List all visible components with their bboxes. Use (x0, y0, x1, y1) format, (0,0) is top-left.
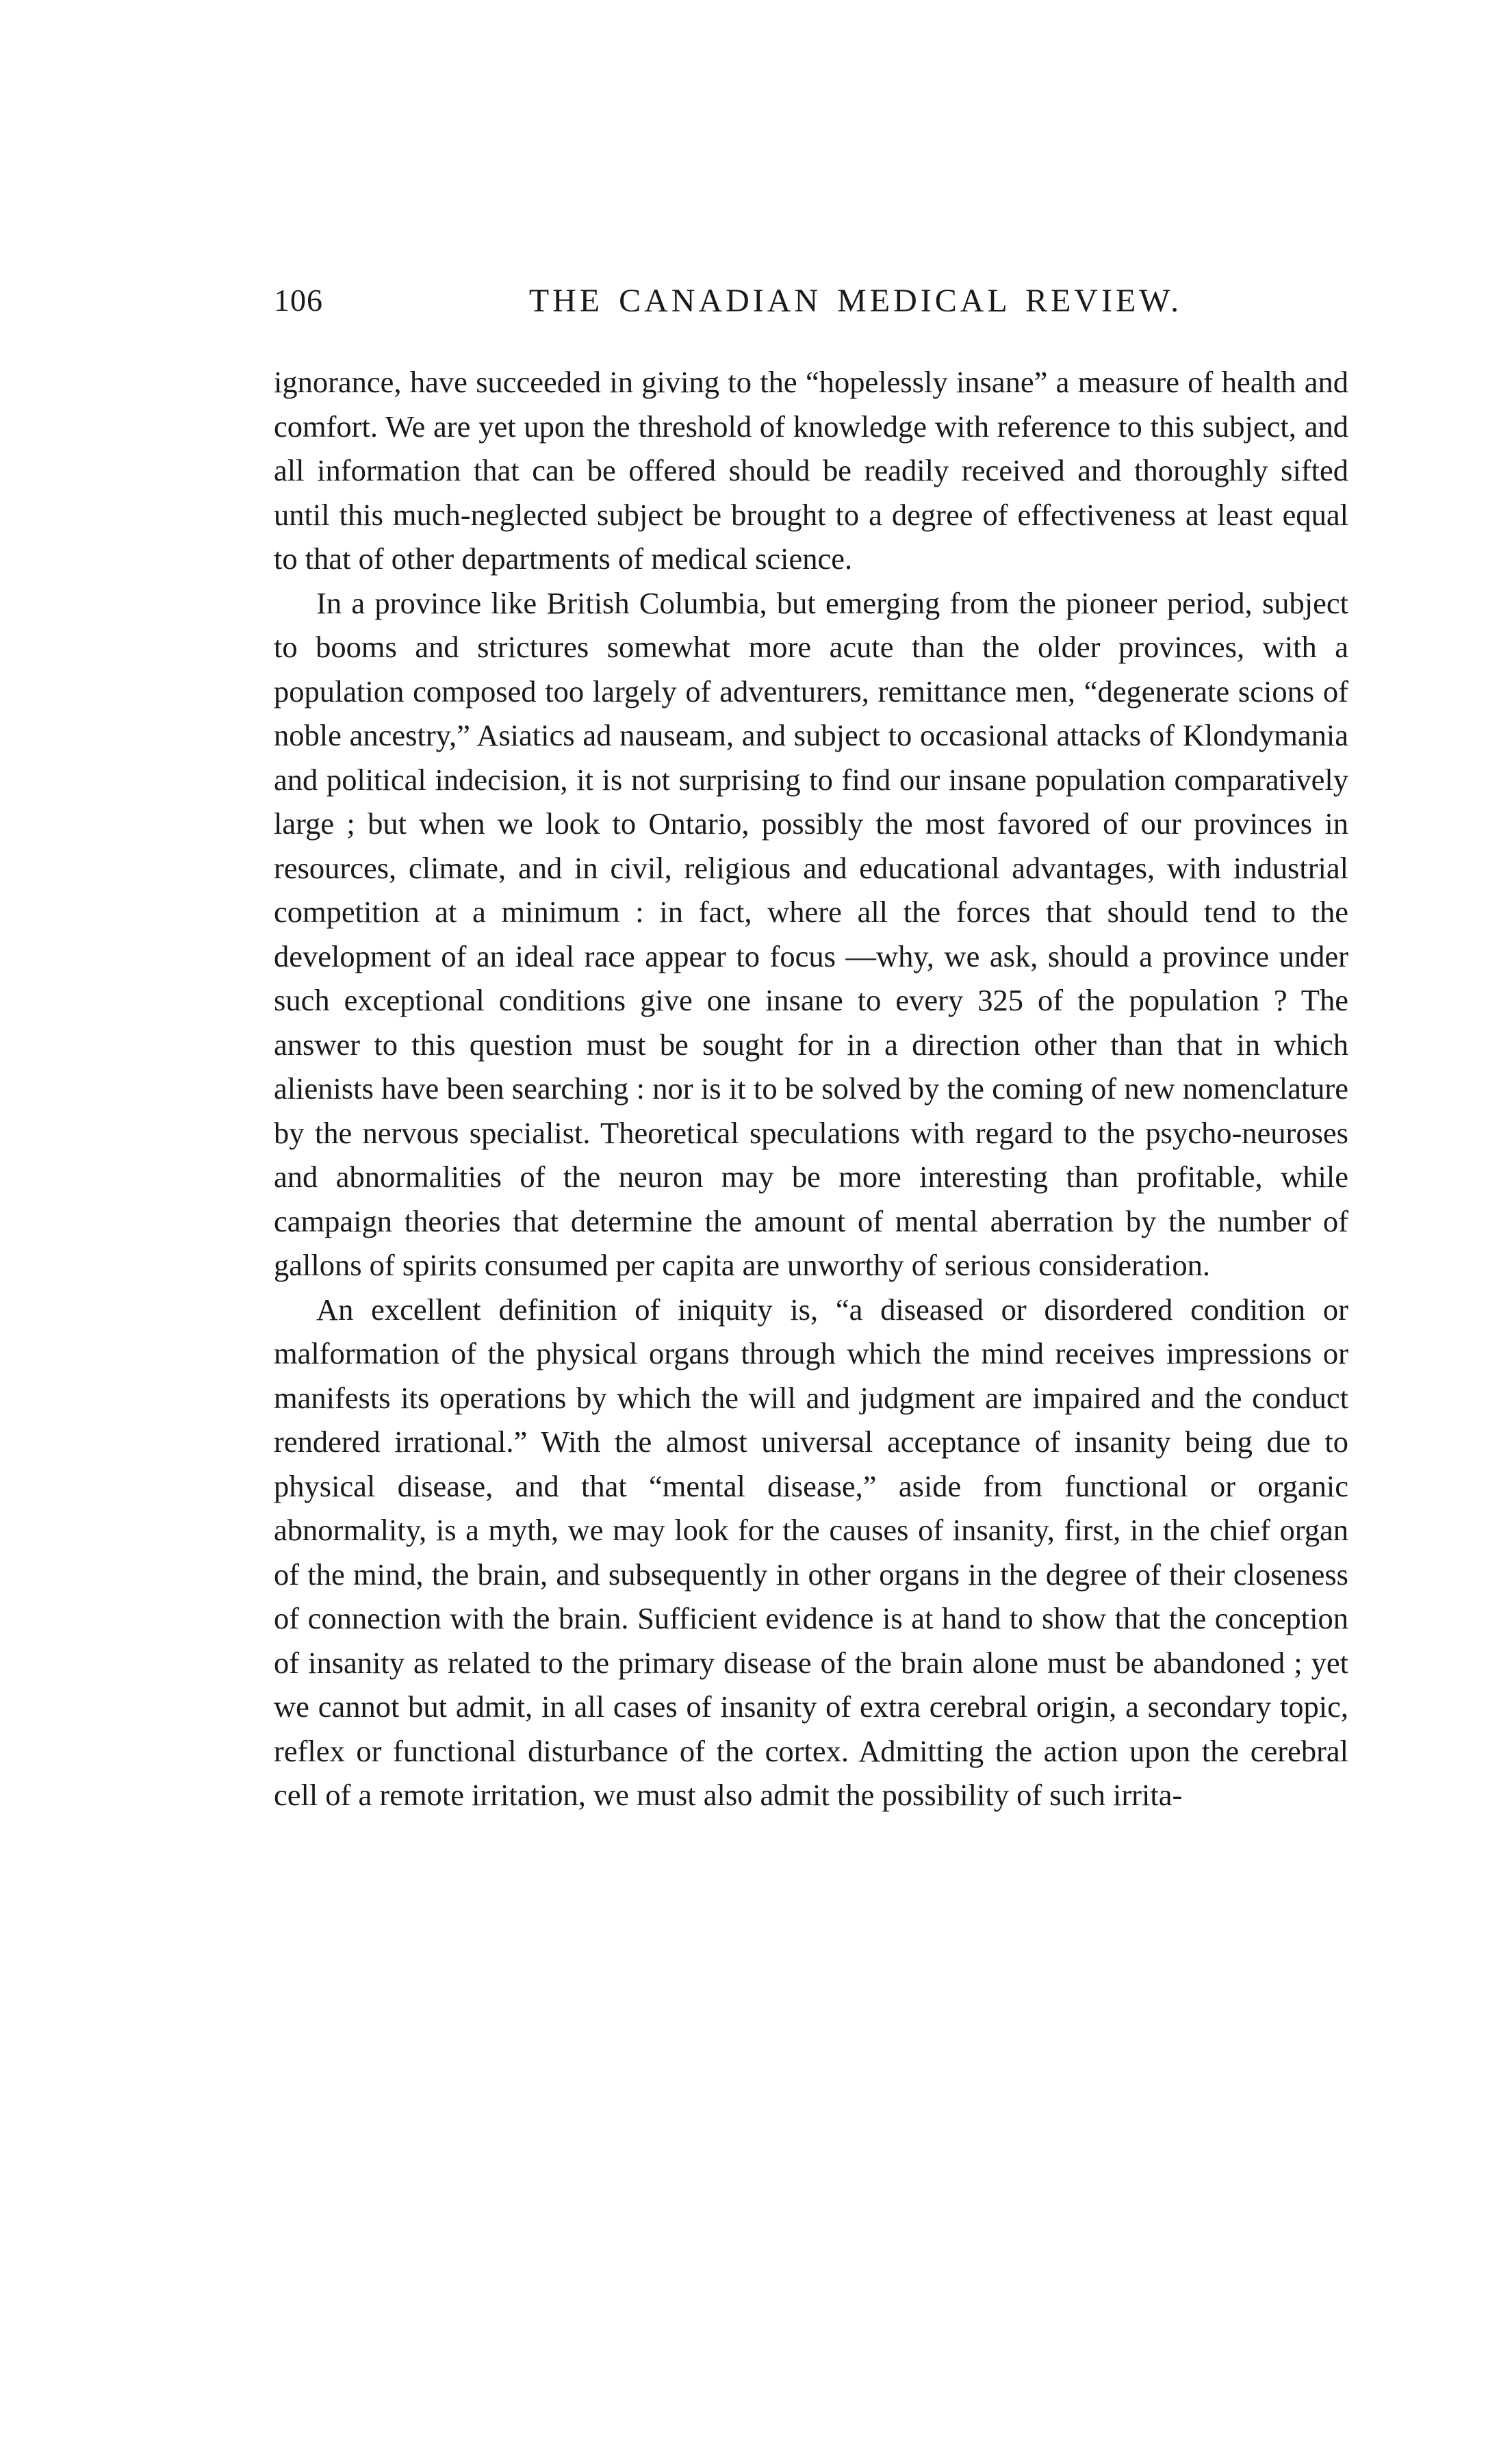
paragraph-definition-of-iniquity: An excellent definition of iniquity is, “a diseased or disordered condition or malformation of the physical organs through which the mind receives impressions or manifests its operations by which the will and judgment are impaired and the conduct rendered irrational.” With the almost universal acceptance of insanity being due to physical disease, and that “mental disease,” aside from functional or organic abnormality, is a myth, we may look for the causes of insanity, first, in the chief organ of the mind, the brain, and subsequently in other organs in the degree of their closeness of connection with the brain. Sufficient evidence is at hand to show that the conception of insanity as related to the primary disease of the brain alone must be abandoned ; yet we cannot but admit, in all cases of insanity of extra cerebral origin, a secondary topic, reflex or functional disturbance of the cortex. Admitting the action upon the cerebral cell of a remote irritation, we must also admit the possibility of such irrita- (274, 1292, 1348, 1812)
paragraph-continued: ignorance, have succeeded in giving to the “hopelessly insane” a measure of health and comfort. We are yet upon the threshold of knowledge with reference to this subject, and all information that can be offered should be readily received and thoroughly sifted until this much-neglected subject be brought to a degree of effectiveness at least equal to that of other departments of medical science. (274, 365, 1348, 576)
body-text (274, 360, 1348, 1817)
running-title: THE CANADIAN MEDICAL REVIEW. (528, 283, 1183, 319)
page-number: 106 (274, 283, 323, 318)
paragraph-british-columbia: In a province like British Columbia, but emerging from the pioneer period, subject to booms and strictures somewhat more acute than the older provinces, with a population composed too largely of adventurers, remittance men, “degenerate scions of noble ancestry,” Asiatics ad nauseam, and subject to occasional attacks of Klondymania and political indecision, it is not surprising to find our insane population comparatively large ; but when we look to Ontario, possibly the most favored of our provinces in resources, climate, and in civil, religious and educational advantages, with industrial competition at a minimum : in fact, where all the forces that should tend to the development of an ideal race appear to focus —why, we ask, should a province under such exceptional conditions give one insane to every 325 of the population ? The answer to this question must be sought for in a direction other than that in which alienists have been searching : nor is it to be solved by the coming of new nomenclature by the nervous specialist. Theoretical speculations with regard to the psycho-neuroses and abnormalities of the neuron may be more interesting than profitable, while campaign theories that determine the amount of mental aberration by the number of gallons of spirits consumed per capita are unworthy of serious consideration. (274, 585, 1348, 1282)
page-header (274, 282, 1348, 330)
